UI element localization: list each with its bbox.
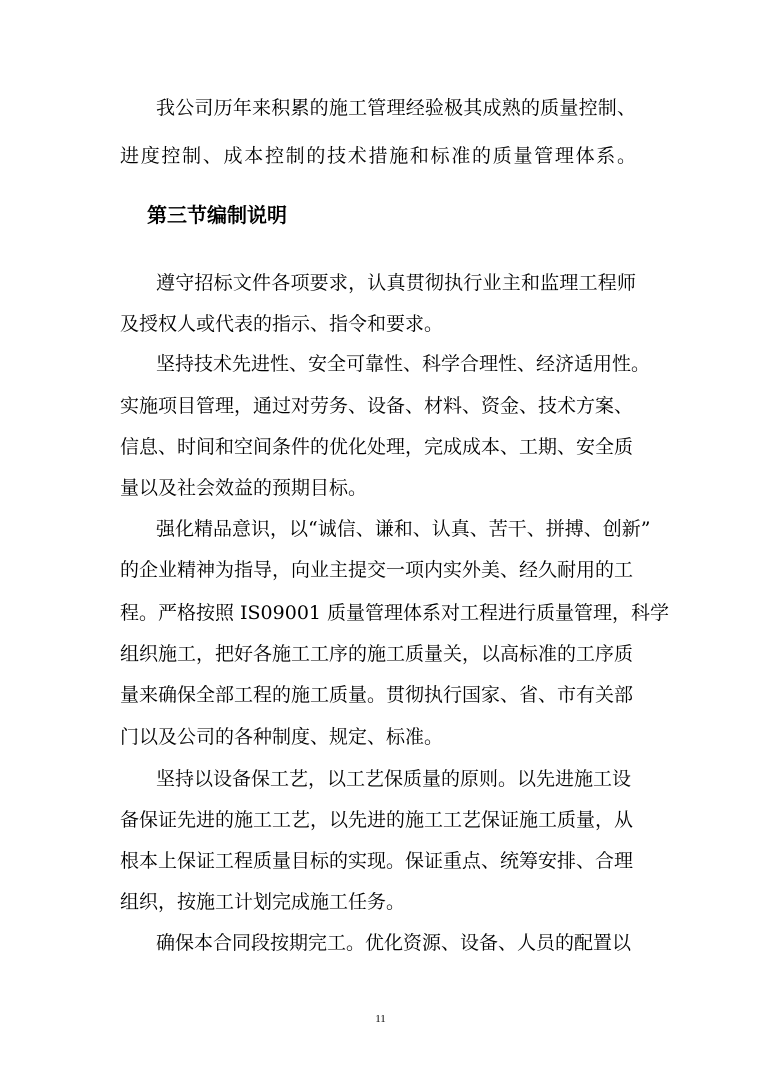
text-line: 及授权人或代表的指示、指令和要求。 bbox=[120, 313, 444, 335]
text-line: 强化精品意识，以“诚信、谦和、认真、苦干、拼搏、创新” bbox=[156, 518, 651, 540]
section-heading: 第三节编制说明 bbox=[147, 203, 287, 227]
text-line: 信息、时间和空间条件的优化处理，完成成本、工期、安全质 bbox=[120, 436, 634, 458]
text-line: 的企业精神为指导，向业主提交一项内实外美、经久耐用的工 bbox=[120, 559, 634, 581]
text-line: 我公司历年来积累的施工管理经验极其成熟的质量控制、 bbox=[156, 97, 636, 119]
text-line: 量来确保全部工程的施工质量。贯彻执行国家、省、市有关部 bbox=[120, 684, 634, 706]
text-line: 备保证先进的施工工艺，以先进的施工工艺保证施工质量，从 bbox=[120, 809, 634, 831]
text-line: 程。严格按照 IS09001 质量管理体系对工程进行质量管理，科学 bbox=[120, 602, 670, 624]
text-line: 确保本合同段按期完工。优化资源、设备、人员的配置以 bbox=[156, 932, 632, 954]
text-line: 组织施工，把好各施工工序的施工质量关，以高标准的工序质 bbox=[120, 643, 634, 665]
text-line: 坚持以设备保工艺，以工艺保质量的原则。以先进施工设 bbox=[156, 768, 632, 790]
text-line: 根本上保证工程质量目标的实现。保证重点、统筹安排、合理 bbox=[120, 850, 634, 872]
page-number: 11 bbox=[375, 1013, 386, 1025]
text-line: 组织，按施工计划完成施工任务。 bbox=[120, 891, 406, 913]
text-line: 量以及社会效益的预期目标。 bbox=[120, 477, 368, 499]
text-line: 进度控制、成本控制的技术措施和标准的质量管理体系。 bbox=[120, 145, 636, 167]
text-line: 坚持技术先进性、安全可靠性、科学合理性、经济适用性。 bbox=[156, 353, 651, 375]
text-line: 门以及公司的各种制度、规定、标准。 bbox=[120, 726, 444, 748]
text-line: 遵守招标文件各项要求，认真贯彻执行业主和监理工程师 bbox=[156, 272, 636, 294]
text-line: 实施项目管理，通过对劳务、设备、材料、资金、技术方案、 bbox=[120, 395, 634, 417]
